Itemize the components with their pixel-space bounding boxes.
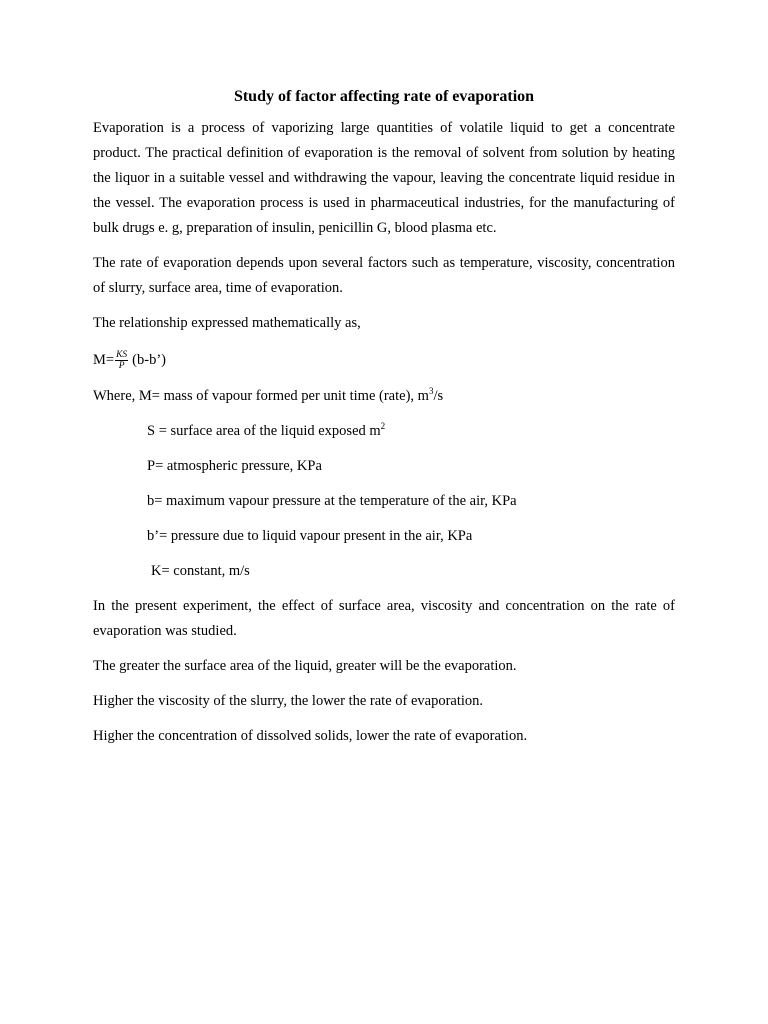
definition-b-prime: b’= pressure due to liquid vapour present in the air, KPa: [147, 528, 473, 544]
definition-b: b= maximum vapour pressure at the temperature of the air, KPa: [147, 493, 517, 509]
evaporation-formula: [93, 346, 675, 374]
definition-m-text: Where, M= mass of vapour formed per unit time (rate), m: [93, 388, 429, 404]
formula-numerator: KS: [116, 349, 128, 360]
definition-m-unit: /s: [433, 388, 444, 404]
surface-area-statement: The greater the surface area of the liquid, greater will be the evaporation.: [93, 658, 517, 674]
definition-p: P= atmospheric pressure, KPa: [147, 458, 322, 474]
formula-rhs: (b-b’): [132, 351, 166, 368]
concentration-statement: Higher the concentration of dissolved solids, lower the rate of evaporation.: [93, 728, 528, 744]
definition-s-text: S = surface area of the liquid exposed m: [147, 423, 381, 439]
formula-fraction: [115, 350, 128, 371]
definition-s: [93, 419, 675, 444]
formula-lhs: M=: [93, 351, 115, 368]
document-title: Study of factor affecting rate of evaporation: [233, 88, 535, 105]
definition-k: K= constant, m/s: [151, 563, 250, 579]
definition-s-superscript: 2: [380, 421, 386, 432]
relationship-paragraph: The relationship expressed mathematically as,: [93, 315, 361, 331]
definition-m: [93, 384, 675, 409]
definition-m-superscript: 3: [428, 386, 434, 397]
factors-paragraph: The rate of evaporation depends upon several factors such as temperature, viscosity, concentration of slurry, surface area, time of evaporation.: [93, 255, 675, 296]
intro-paragraph: Evaporation is a process of vaporizing large quantities of volatile liquid to get a concentrate product. The practical definition of evaporation is the removal of solvent from solution by heating the liquor in a suitable vessel and withdrawing the vapour, leaving the concentrate liquid residue in the vessel. The evaporation process is used in pharmaceutical industries, for the manufacturing of bulk drugs e. g, preparation of insulin, penicillin G, blood plasma etc.: [93, 120, 675, 236]
experiment-paragraph: In the present experiment, the effect of surface area, viscosity and concentration on the rate of evaporation was studied.: [93, 598, 675, 639]
viscosity-statement: Higher the viscosity of the slurry, the lower the rate of evaporation.: [93, 693, 484, 709]
formula-denominator: P: [118, 360, 125, 371]
